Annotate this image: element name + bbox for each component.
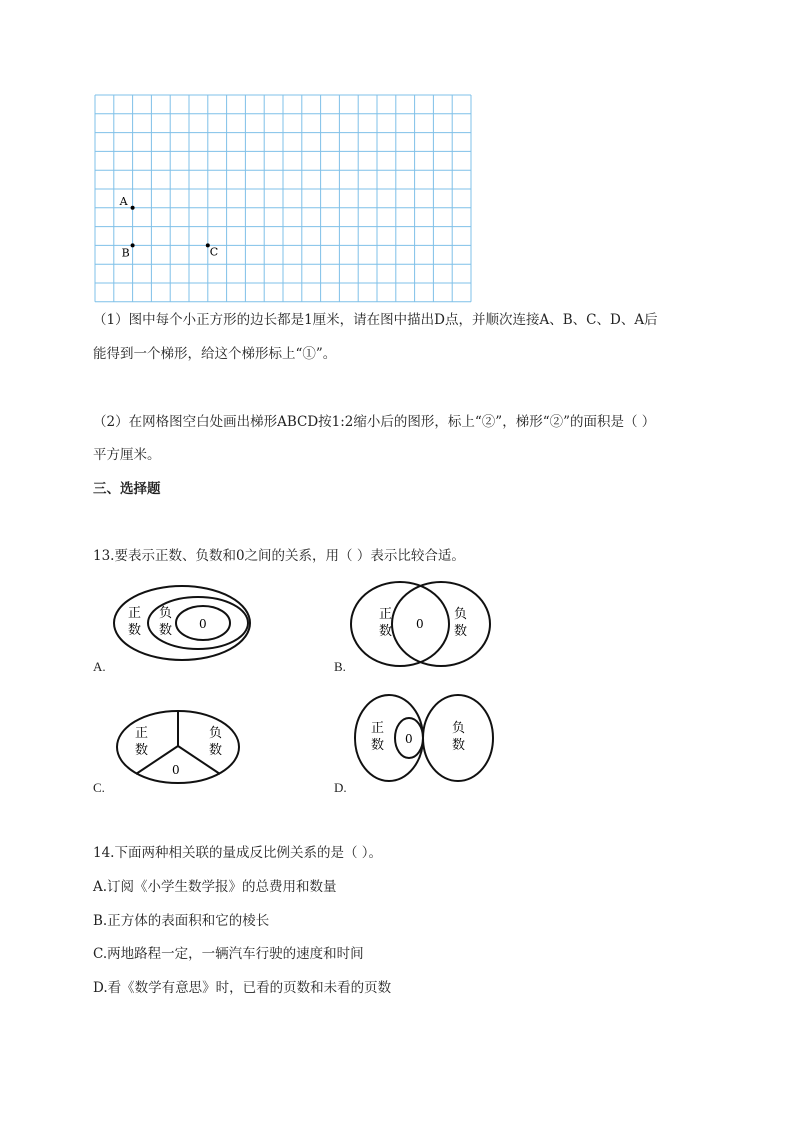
label-zheng: 正 — [371, 721, 385, 736]
point-label-b: B — [121, 246, 130, 260]
section-title: 三、选择题 — [93, 481, 161, 497]
label-zheng: 正 — [379, 607, 393, 622]
label-shu: 数 — [128, 623, 142, 638]
q14-option-a[interactable]: A.订阅《小学生数学报》的总费用和数量 — [93, 879, 337, 895]
label-shu: 数 — [209, 743, 223, 758]
option-d-label[interactable]: D. — [334, 780, 347, 795]
point-b — [131, 243, 135, 247]
option-d-diagram — [353, 692, 497, 786]
q12-part2-line1: （2）在网格图空白处画出梯形ABCD按1:2缩小后的图形，标上“②”，梯形“②”的面积是（ ） — [93, 414, 656, 430]
q12-part1-line2: 能得到一个梯形，给这个梯形标上“①”。 — [93, 346, 337, 362]
q14-option-d[interactable]: D.看《数学有意思》时，已看的页数和未看的页数 — [93, 980, 392, 996]
label-zero: 0 — [405, 732, 413, 746]
grid-lines — [95, 95, 471, 302]
coordinate-grid — [94, 94, 474, 304]
label-fu: 负 — [452, 721, 466, 736]
label-zheng: 正 — [135, 726, 149, 741]
label-shu: 数 — [454, 624, 468, 639]
option-a-label[interactable]: A. — [93, 659, 106, 674]
q12-part2-line2: 平方厘米。 — [93, 447, 161, 463]
point-label-a: A — [119, 194, 128, 208]
label-zheng: 正 — [128, 606, 142, 621]
q12-part1-line1: （1）图中每个小正方形的边长都是1厘米，请在图中描出D点，并顺次连接A、B、C、D、A后 — [93, 312, 658, 328]
option-b-diagram — [348, 580, 494, 670]
label-shu: 数 — [159, 623, 173, 638]
option-b-label[interactable]: B. — [334, 659, 346, 674]
label-zero: 0 — [416, 617, 424, 631]
label-shu: 数 — [135, 743, 149, 758]
q14-option-b[interactable]: B.正方体的表面积和它的棱长 — [93, 913, 270, 929]
label-zero: 0 — [172, 763, 180, 777]
label-shu: 数 — [379, 624, 393, 639]
point-a — [131, 206, 135, 210]
option-c-label[interactable]: C. — [93, 780, 105, 795]
point-label-c: C — [209, 245, 219, 259]
label-fu: 负 — [159, 606, 173, 621]
q14-option-c[interactable]: C.两地路程一定，一辆汽车行驶的速度和时间 — [93, 946, 364, 962]
label-shu: 数 — [452, 738, 466, 753]
q14-stem: 14.下面两种相关联的量成反比例关系的是（ ）。 — [93, 845, 383, 861]
label-fu: 负 — [454, 607, 468, 622]
label-shu: 数 — [371, 738, 385, 753]
q13-stem: 13.要表示正数、负数和0之间的关系，用（ ）表示比较合适。 — [93, 548, 465, 564]
option-a-diagram — [112, 585, 254, 665]
label-zero: 0 — [199, 617, 207, 631]
label-fu: 负 — [209, 726, 223, 741]
option-c-diagram — [114, 708, 242, 786]
